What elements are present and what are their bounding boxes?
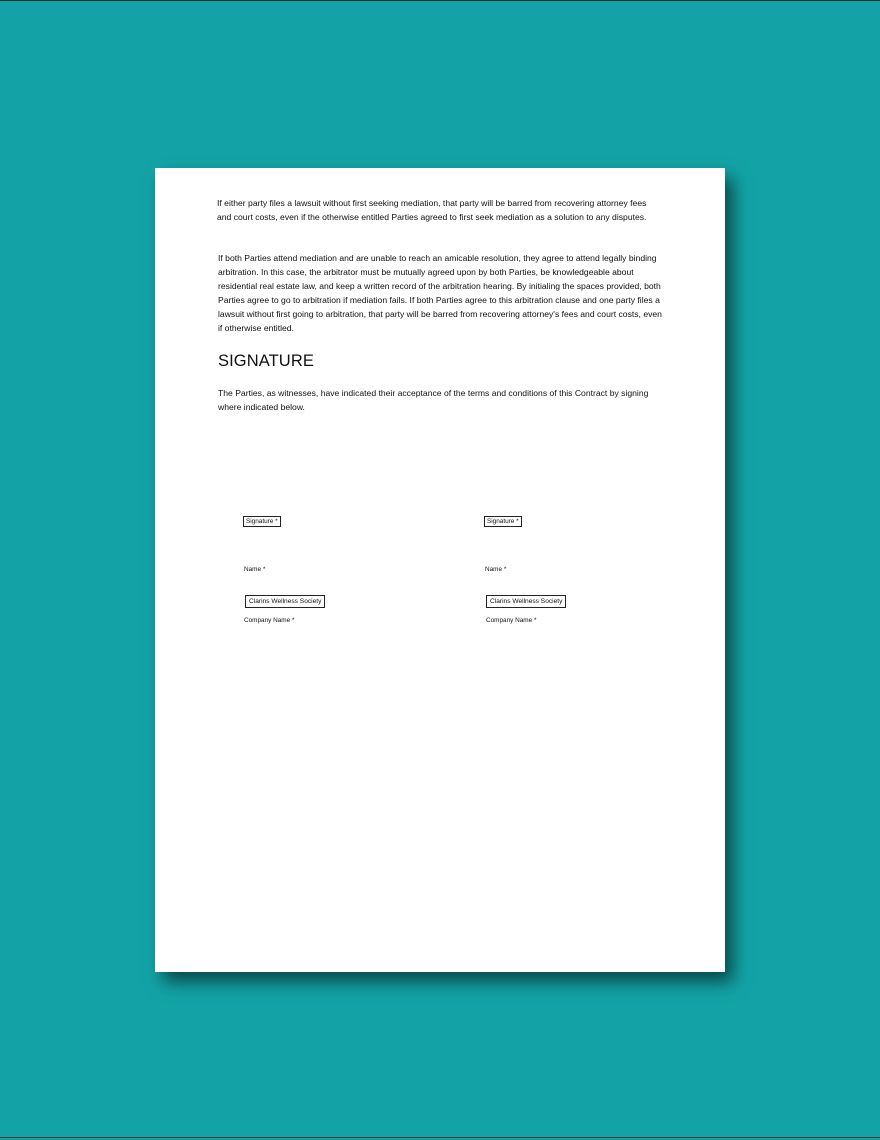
right-company-name-field[interactable]: Clarins Wellness Society (486, 595, 566, 608)
left-name-label: Name * (244, 566, 266, 573)
right-signature-field[interactable]: Signature * (484, 516, 522, 527)
document-page (155, 168, 725, 972)
bottom-border-line (0, 1137, 880, 1138)
top-border-line (0, 0, 880, 1)
left-company-name-field[interactable]: Clarins Wellness Society (245, 595, 325, 608)
left-company-name-label: Company Name * (244, 617, 295, 624)
right-company-name-label: Company Name * (486, 617, 537, 624)
left-signature-field[interactable]: Signature * (243, 516, 281, 527)
signature-heading: SIGNATURE (218, 352, 314, 370)
paragraph-arbitration: If both Parties attend mediation and are unable to reach an amicable resolution, they agree to attend legally binding arbitration. In this case, the arbitrator must be mutually agreed upon by both Parties, be knowledgeable about residential real estate law, and keep a written record of the arbitration hearing. By initialing the spaces provided, both Parties agree to go to arbitration if mediation fails. If both Parties agree to this arbitration clause and one party files a lawsuit without first going to arbitration, that party will be barred from recovering attorney's fees and court costs, even if otherwise entitled. (218, 253, 662, 333)
right-name-label: Name * (485, 566, 507, 573)
paragraph-acceptance: The Parties, as witnesses, have indicated their acceptance of the terms and conditions of this Contract by signing where indicated below. (218, 388, 649, 412)
paragraph-mediation: If either party files a lawsuit without first seeking mediation, that party will be barred from recovering attorney fees and court costs, even if the otherwise entitled Parties agreed to first seek mediation as a solution to any disputes. (217, 198, 647, 222)
